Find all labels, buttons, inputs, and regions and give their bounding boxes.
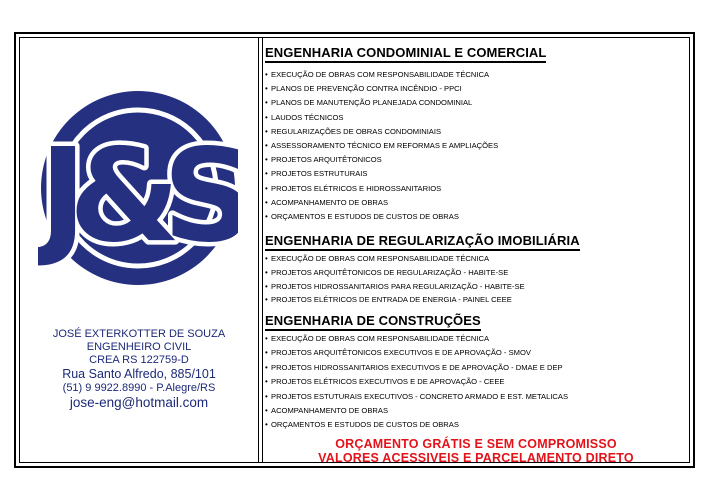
business-card <box>14 32 695 468</box>
services-list-regularizacao <box>265 252 525 307</box>
contact-name: JOSÉ EXTERKOTTER DE SOUZA <box>52 328 226 340</box>
list-item: • EXECUÇÃO DE OBRAS COM RESPONSABILIDADE TÉCNICA <box>265 332 568 346</box>
list-item: • PROJETOS ELÉTRICOS DE ENTRADA DE ENERGIA - PAINEL CEEE <box>265 293 525 307</box>
section-heading-regularizacao: ENGENHARIA DE REGULARIZAÇÃO IMOBILIÁRIA <box>265 233 580 251</box>
list-item: • PROJETOS ELÉTRICOS E HIDROSSANITARIOS <box>265 182 498 196</box>
list-item: • PROJETOS HIDROSSANITARIOS EXECUTIVOS E DE APROVAÇÃO - DMAE E DEP <box>265 361 568 375</box>
list-item: • PROJETOS ARQUITÊTONICOS DE REGULARIZAÇÃO - HABITE-SE <box>265 266 525 280</box>
js-logo-icon <box>38 88 238 288</box>
section-heading-condominial: ENGENHARIA CONDOMINIAL E COMERCIAL <box>265 45 546 63</box>
card-inner-border <box>19 37 690 463</box>
contact-address: Rua Santo Alfredo, 885/101 <box>62 367 216 381</box>
footer-line-2: VALORES ACESSIVEIS E PARCELAMENTO DIRETO <box>318 450 634 465</box>
list-item: • PROJETOS ESTUTURAIS EXECUTIVOS - CONCRETO ARMADO E EST. METALICAS <box>265 390 568 404</box>
list-item: • PLANOS DE PREVENÇÃO CONTRA INCÊNDIO - PPCI <box>265 82 498 96</box>
list-item: • EXECUÇÃO DE OBRAS COM RESPONSABILIDADE TÉCNICA <box>265 68 498 82</box>
list-item: • PROJETOS ESTRUTURAIS <box>265 167 498 181</box>
list-item: • PLANOS DE MANUTENÇÃO PLANEJADA CONDOMINIAL <box>265 96 498 110</box>
section-heading-construcoes: ENGENHARIA DE CONSTRUÇÕES <box>265 313 481 331</box>
list-item: • PROJETOS ELÉTRICOS EXECUTIVOS E DE APROVAÇÃO - CEEE <box>265 375 568 389</box>
left-panel <box>20 38 258 462</box>
list-item: • REGULARIZAÇÕES DE OBRAS CONDOMINIAIS <box>265 125 498 139</box>
list-item: • ACOMPANHAMENTO DE OBRAS <box>265 196 498 210</box>
list-item: • ASSESSORAMENTO TÉCNICO EM REFORMAS E AMPLIAÇÕES <box>265 139 498 153</box>
list-item: • PROJETOS ARQUITÊTONICOS EXECUTIVOS E DE APROVAÇÃO - SMOV <box>265 346 568 360</box>
svg-text:J&S: J&S <box>39 122 237 271</box>
contact-title: ENGENHEIRO CIVIL <box>86 341 192 353</box>
list-item: • LAUDOS TÉCNICOS <box>265 111 498 125</box>
panel-divider <box>258 38 263 462</box>
footer-promo <box>265 438 687 465</box>
contact-email[interactable]: jose-eng@hotmail.com <box>69 395 209 410</box>
list-item: • ACOMPANHAMENTO DE OBRAS <box>265 404 568 418</box>
list-item: • ORÇAMENTOS E ESTUDOS DE CUSTOS DE OBRAS <box>265 210 498 224</box>
list-item: • PROJETOS ARQUITÊTONICOS <box>265 153 498 167</box>
services-list-condominial <box>265 68 498 224</box>
footer-line-1: ORÇAMENTO GRÁTIS E SEM COMPROMISSO <box>335 437 617 451</box>
list-item: • PROJETOS HIDROSSANITARIOS PARA REGULARIZAÇÃO - HABITE-SE <box>265 280 525 294</box>
contact-crea: CREA RS 122759-D <box>89 354 189 366</box>
services-list-construcoes <box>265 332 568 433</box>
list-item: • ORÇAMENTOS E ESTUDOS DE CUSTOS DE OBRAS <box>265 418 568 432</box>
services-panel <box>265 40 687 465</box>
contact-phone[interactable]: (51) 9 9922.8990 - P.Alegre/RS <box>62 382 216 394</box>
contact-block <box>20 328 258 411</box>
list-item: • EXECUÇÃO DE OBRAS COM RESPONSABILIDADE TÉCNICA <box>265 252 525 266</box>
